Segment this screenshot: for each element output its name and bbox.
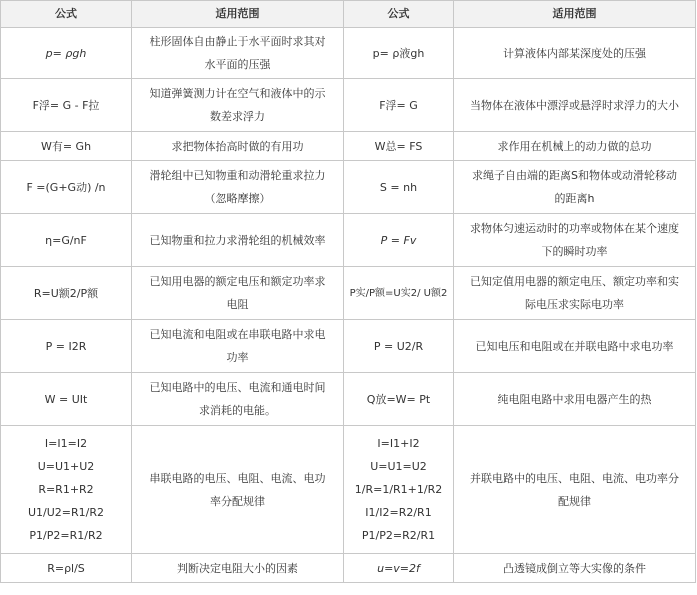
- scope-cell: 知道弹簧测力计在空气和液体中的示 数差求浮力: [132, 79, 344, 132]
- table-row: [1, 267, 696, 320]
- header-formula-1: 公式: [1, 1, 132, 28]
- formula-cell: W = UIt: [1, 373, 132, 426]
- header-scope-1: 适用范围: [132, 1, 344, 28]
- table-row: [1, 132, 696, 161]
- scope-cell: 求作用在机械上的动力做的总功: [454, 132, 696, 161]
- scope-cell: 凸透镜成倒立等大实像的条件: [454, 554, 696, 583]
- scope-cell: 当物体在液体中漂浮或悬浮时求浮力的大小: [454, 79, 696, 132]
- scope-cell: 并联电路中的电压、电阻、电流、电功率分 配规律: [454, 426, 696, 554]
- scope-cell: 计算液体内部某深度处的压强: [454, 28, 696, 79]
- scope-cell: 求把物体抬高时做的有用功: [132, 132, 344, 161]
- formula-cell: p= ρgh: [1, 28, 132, 79]
- formula-cell: P = Fv: [344, 214, 454, 267]
- scope-cell: 已知定值用电器的额定电压、额定功率和实 际电压求实际电功率: [454, 267, 696, 320]
- table-row: [1, 161, 696, 214]
- formula-cell: P实/P额=U实2/ U额2: [344, 267, 454, 320]
- scope-cell: 求物体匀速运动时的功率或物体在某个速度 下的瞬时功率: [454, 214, 696, 267]
- header-row: [1, 1, 696, 28]
- formula-cell: P = U2/R: [344, 320, 454, 373]
- scope-cell: 已知电流和电阻或在串联电路中求电 功率: [132, 320, 344, 373]
- table-row: [1, 28, 696, 79]
- table-row: [1, 554, 696, 583]
- formula-cell: η=G/nF: [1, 214, 132, 267]
- scope-cell: 滑轮组中已知物重和动滑轮重求拉力 （忽略摩擦）: [132, 161, 344, 214]
- scope-cell: 柱形固体自由静止于水平面时求其对 水平面的压强: [132, 28, 344, 79]
- formula-cell: F浮= G - F拉: [1, 79, 132, 132]
- formula-cell: P = I2R: [1, 320, 132, 373]
- formula-cell: F =(G+G动) /n: [1, 161, 132, 214]
- formula-cell: I=I1+I2 U=U1=U2 1/R=1/R1+1/R2 I1/I2=R2/R1 P1/P2=R2/R1: [344, 426, 454, 554]
- formula-cell: u=v=2f: [344, 554, 454, 583]
- table-row: [1, 214, 696, 267]
- formula-cell: W有= Gh: [1, 132, 132, 161]
- formula-cell: F浮= G: [344, 79, 454, 132]
- formula-cell: R=ρl/S: [1, 554, 132, 583]
- formula-cell: R=U额2/P额: [1, 267, 132, 320]
- scope-cell: 已知电压和电阻或在并联电路中求电功率: [454, 320, 696, 373]
- formula-cell: S = nh: [344, 161, 454, 214]
- formula-cell: I=I1=I2 U=U1+U2 R=R1+R2 U1/U2=R1/R2 P1/P2=R1/R2: [1, 426, 132, 554]
- scope-cell: 串联电路的电压、电阻、电流、电功 率分配规律: [132, 426, 344, 554]
- table-row: [1, 79, 696, 132]
- scope-cell: 求绳子自由端的距离S和物体或动滑轮移动 的距离h: [454, 161, 696, 214]
- table-row: [1, 426, 696, 554]
- scope-cell: 纯电阻电路中求用电器产生的热: [454, 373, 696, 426]
- formula-cell: p= ρ液gh: [344, 28, 454, 79]
- header-formula-2: 公式: [344, 1, 454, 28]
- scope-cell: 已知物重和拉力求滑轮组的机械效率: [132, 214, 344, 267]
- scope-cell: 判断决定电阻大小的因素: [132, 554, 344, 583]
- formula-cell: W总= FS: [344, 132, 454, 161]
- table-row: [1, 320, 696, 373]
- header-scope-2: 适用范围: [454, 1, 696, 28]
- scope-cell: 已知电路中的电压、电流和通电时间 求消耗的电能。: [132, 373, 344, 426]
- scope-cell: 已知用电器的额定电压和额定功率求 电阻: [132, 267, 344, 320]
- table-row: [1, 373, 696, 426]
- formula-cell: Q放=W= Pt: [344, 373, 454, 426]
